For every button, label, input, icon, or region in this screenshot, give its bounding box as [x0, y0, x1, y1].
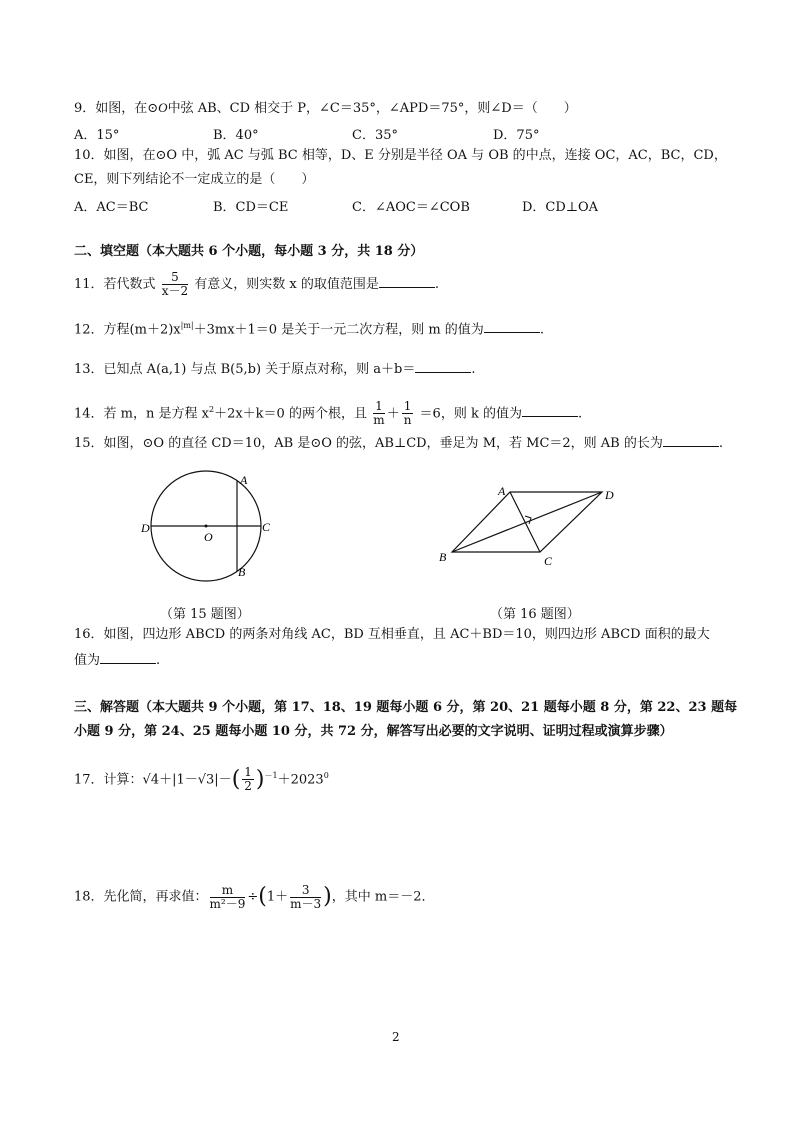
figure-16: [430, 480, 630, 580]
q10-option-d: D．CD⊥OA: [522, 200, 599, 215]
q13-answer-blank: [415, 360, 471, 373]
question-13: 13．已知点 A(a,1) 与点 B(5,b) 关于原点对称，则 a＋b＝ .: [74, 362, 476, 377]
question-10-line1: 10．如图，在⊙O 中，弧 AC 与弧 BC 相等，D、E 分别是半径 OA 与 OB 的中点，连接 OC，AC，BC，CD，: [74, 148, 727, 163]
fig16-diagonal-bd: [452, 492, 602, 552]
fig15-label-d: D: [141, 521, 150, 535]
q9-option-a: A．15°: [74, 128, 120, 143]
section-3-heading-line2: 小题 9 分，第 24、25 题每小题 10 分，共 72 分，解答写出必要的文字说明、证明过程或演算步骤）: [74, 724, 673, 739]
q9-option-b: B．40°: [213, 128, 259, 143]
q14-fraction-1: $\frac{1}{m}$: [373, 399, 385, 428]
fig16-label-c: C: [544, 554, 553, 568]
question-14: 14．若 m，n 是方程 $x^2+2x+k=0$ 的两个根，且 $\frac{1}{m}$ ＋ $\frac{1}{n}$ ＝6，则 k 的值为 .: [74, 399, 583, 428]
q10-option-c: C．∠AOC＝∠COB: [352, 200, 470, 215]
question-17: 17．计算：√4＋|1－√3|－( $\frac{1}{2}$ )$^{-1}+2023^0$: [74, 765, 329, 794]
question-16-line1: 16．如图，四边形 ABCD 的两条对角线 AC，BD 互相垂直，且 AC＋BD＝10，则四边形 ABCD 面积的最大: [74, 627, 710, 642]
q10-option-b: B．CD＝CE: [213, 200, 289, 215]
fig16-label-b: B: [439, 550, 447, 564]
fig16-caption: （第 16 题图）: [490, 607, 580, 622]
q18-fraction-2: $\frac{3}{m-3}$: [290, 882, 322, 911]
question-18: 18．先化简，再求值： $\frac{m}{\text{m²－9}}$ ÷(1＋ $\frac{3}{m-3}$ )，其中 m＝－2．: [74, 882, 435, 911]
q12-answer-blank: [484, 320, 540, 333]
q14-answer-blank: [522, 404, 578, 417]
q16-answer-blank: [100, 651, 156, 664]
fig15-caption: （第 15 题图）: [160, 607, 250, 622]
q18-fraction-1: $\frac{m}{\text{m²－9}}$: [209, 882, 246, 911]
fig15-label-b: B: [238, 565, 246, 579]
fig16-label-a: A: [498, 484, 506, 498]
question-11: 11．若代数式 $\frac{5}{x-2}$ 有意义，则实数 x 的取值范围是 .: [74, 270, 439, 298]
fig15-label-c: C: [262, 520, 271, 534]
section-2-heading: 二、填空题（本大题共 6 个小题，每小题 3 分，共 18 分）: [74, 244, 424, 259]
q10-option-a: A．AC＝BC: [74, 200, 149, 215]
figure-15: [130, 470, 290, 590]
q15-answer-blank: [663, 434, 719, 447]
page-number: 2: [392, 1030, 400, 1044]
question-12: 12．方程$(m+2)x^{|m|}+3mx+1=0$ 是关于一元二次方程，则 m 的值为 .: [74, 321, 544, 338]
fig15-center-point: [205, 525, 208, 528]
fig15-label-a: A: [240, 473, 248, 487]
q11-fraction: $\frac{5}{x-2}$: [161, 270, 189, 298]
fig16-label-d: D: [605, 488, 614, 502]
q14-fraction-2: $\frac{1}{n}$: [403, 399, 412, 428]
fig16-diagonal-ac: [510, 492, 540, 552]
fig15-label-o: O: [204, 530, 213, 544]
question-9-stem: 9．如图，在⊙O中弦 AB、CD 相交于 P，∠C＝35°，∠APD＝75°，则∠D＝（ ）: [74, 100, 577, 116]
q9-option-d: D．75°: [493, 128, 540, 143]
question-10-line2: CE，则下列结论不一定成立的是（ ）: [74, 172, 315, 187]
question-15: 15．如图，⊙O 的直径 CD＝10，AB 是⊙O 的弦，AB⊥CD，垂足为 M，若 MC＝2，则 AB 的长为 .: [74, 436, 724, 451]
q17-fraction: $\frac{1}{2}$: [244, 765, 252, 794]
q9-option-c: C．35°: [352, 128, 398, 143]
q11-answer-blank: [379, 275, 435, 288]
question-16-line2: 值为 .: [74, 653, 161, 668]
section-3-heading-line1: 三、解答题（本大题共 9 个小题，第 17、18、19 题每小题 6 分，第 20、21 题每小题 8 分，第 22、23 题每: [74, 700, 738, 715]
